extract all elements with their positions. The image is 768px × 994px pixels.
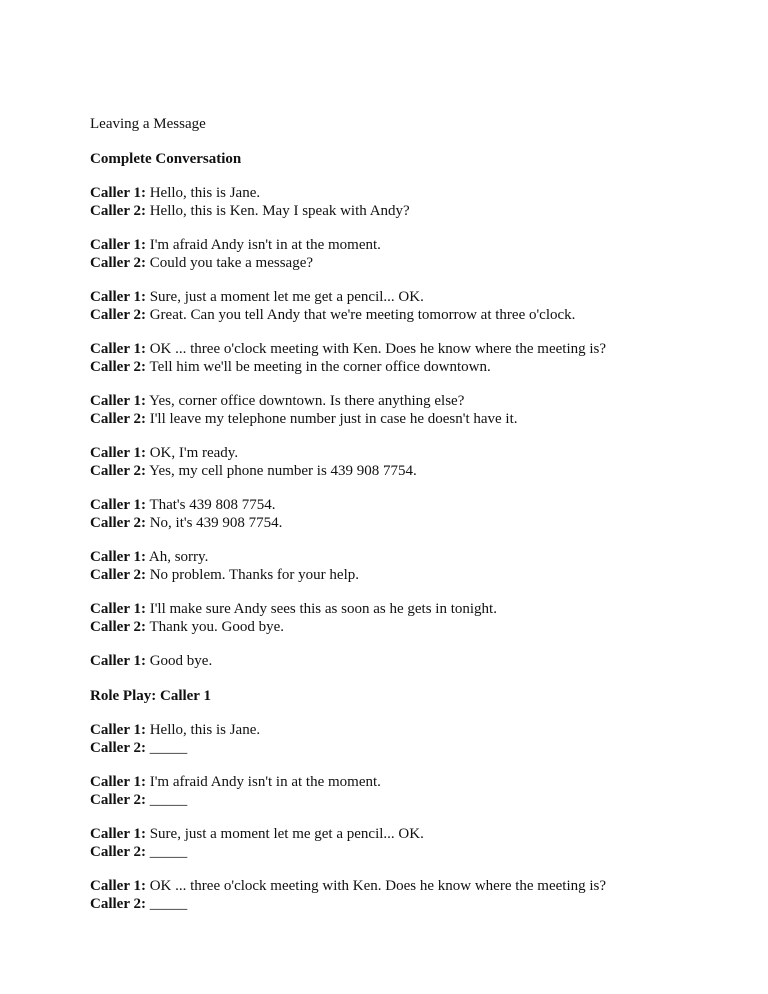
dialogue-line (90, 289, 728, 307)
dialogue-text: Good bye. (145, 653, 213, 669)
dialogue-text: Hello, this is Jane. (145, 722, 261, 738)
dialogue-line (90, 549, 728, 567)
exchange (90, 549, 728, 584)
dialogue-text: Ah, sorry. (145, 549, 209, 565)
dialogue-line (90, 515, 728, 533)
dialogue-line (90, 774, 728, 792)
exchange (90, 601, 728, 636)
speaker-label: Caller 1: (90, 445, 146, 461)
dialogue-line (90, 567, 728, 585)
dialogue-line (90, 393, 728, 411)
speaker-label: Caller 1: (90, 774, 146, 790)
section-heading-role-play-caller-1: Role Play: Caller 1 (90, 687, 211, 704)
dialogue-line (90, 463, 728, 481)
blank-answer: _____ (145, 739, 188, 756)
speaker-label: Caller 2: (90, 254, 146, 271)
dialogue-text: No, it's 439 908 7754. (145, 514, 283, 531)
dialogue-text: I'm afraid Andy isn't in at the moment. (145, 774, 381, 790)
dialogue-text: I'll leave my telephone number just in case he doesn't have it. (145, 410, 518, 427)
document-title: Leaving a Message (90, 116, 206, 132)
speaker-label: Caller 2: (90, 202, 146, 219)
dialogue-line (90, 826, 728, 844)
dialogue-line (90, 497, 728, 515)
dialogue-line (90, 185, 728, 203)
dialogue-line (90, 792, 728, 810)
dialogue-text: Tell him we'll be meeting in the corner office downtown. (145, 358, 491, 375)
speaker-label: Caller 2: (90, 306, 146, 323)
exchange (90, 289, 728, 324)
speaker-label: Caller 1: (90, 237, 146, 253)
document-page (90, 116, 728, 930)
exchange (90, 237, 728, 272)
dialogue-text: Great. Can you tell Andy that we're meeting tomorrow at three o'clock. (145, 306, 576, 323)
dialogue-line (90, 445, 728, 463)
blank-answer: _____ (145, 791, 188, 808)
dialogue-line (90, 237, 728, 255)
dialogue-text: I'll make sure Andy sees this as soon as he gets in tonight. (145, 601, 497, 617)
dialogue-line (90, 601, 728, 619)
dialogue-text: That's 439 808 7754. (145, 497, 276, 513)
speaker-label: Caller 1: (90, 289, 146, 305)
exchange (90, 774, 728, 809)
speaker-label: Caller 1: (90, 549, 146, 565)
exchange (90, 185, 728, 220)
exchange (90, 826, 728, 861)
blank-answer: _____ (145, 843, 188, 860)
speaker-label: Caller 2: (90, 566, 146, 583)
dialogue-line (90, 722, 728, 740)
speaker-label: Caller 2: (90, 410, 146, 427)
exchange (90, 445, 728, 480)
dialogue-line (90, 307, 728, 325)
exchange (90, 722, 728, 757)
speaker-label: Caller 2: (90, 462, 146, 479)
dialogue-line (90, 359, 728, 377)
exchange (90, 393, 728, 428)
speaker-label: Caller 1: (90, 497, 146, 513)
speaker-label: Caller 1: (90, 341, 146, 357)
speaker-label: Caller 2: (90, 895, 146, 912)
dialogue-line (90, 203, 728, 221)
dialogue-text: No problem. Thanks for your help. (145, 566, 359, 583)
dialogue-line (90, 619, 728, 637)
speaker-label: Caller 2: (90, 843, 146, 860)
dialogue-line (90, 341, 728, 359)
exchange (90, 653, 728, 671)
dialogue-line (90, 411, 728, 429)
dialogue-text: Hello, this is Jane. (145, 185, 261, 201)
exchange (90, 341, 728, 376)
dialogue-line (90, 653, 728, 671)
speaker-label: Caller 2: (90, 739, 146, 756)
dialogue-line (90, 740, 728, 758)
dialogue-line (90, 255, 728, 273)
dialogue-text: OK, I'm ready. (145, 445, 239, 461)
speaker-label: Caller 2: (90, 358, 146, 375)
speaker-label: Caller 1: (90, 393, 146, 409)
speaker-label: Caller 1: (90, 878, 146, 894)
speaker-label: Caller 2: (90, 618, 146, 635)
speaker-label: Caller 1: (90, 826, 146, 842)
speaker-label: Caller 1: (90, 601, 146, 617)
dialogue-text: Yes, my cell phone number is 439 908 7754. (145, 462, 417, 479)
dialogue-text: OK ... three o'clock meeting with Ken. Does he know where the meeting is? (145, 341, 607, 357)
dialogue-line (90, 844, 728, 862)
speaker-label: Caller 2: (90, 791, 146, 808)
speaker-label: Caller 1: (90, 653, 146, 669)
speaker-label: Caller 1: (90, 185, 146, 201)
dialogue-line (90, 878, 728, 896)
dialogue-text: Thank you. Good bye. (145, 618, 285, 635)
speaker-label: Caller 2: (90, 514, 146, 531)
speaker-label: Caller 1: (90, 722, 146, 738)
dialogue-line (90, 896, 728, 914)
blank-answer: _____ (145, 895, 188, 912)
dialogue-text: OK ... three o'clock meeting with Ken. Does he know where the meeting is? (145, 878, 607, 894)
dialogue-text: Yes, corner office downtown. Is there anything else? (145, 393, 465, 409)
dialogue-text: Hello, this is Ken. May I speak with Andy? (145, 202, 410, 219)
dialogue-text: I'm afraid Andy isn't in at the moment. (145, 237, 381, 253)
dialogue-text: Sure, just a moment let me get a pencil... OK. (145, 826, 424, 842)
dialogue-text: Could you take a message? (145, 254, 314, 271)
exchange (90, 497, 728, 532)
exchange (90, 878, 728, 913)
section-heading-complete-conversation: Complete Conversation (90, 150, 242, 167)
dialogue-text: Sure, just a moment let me get a pencil... OK. (145, 289, 424, 305)
